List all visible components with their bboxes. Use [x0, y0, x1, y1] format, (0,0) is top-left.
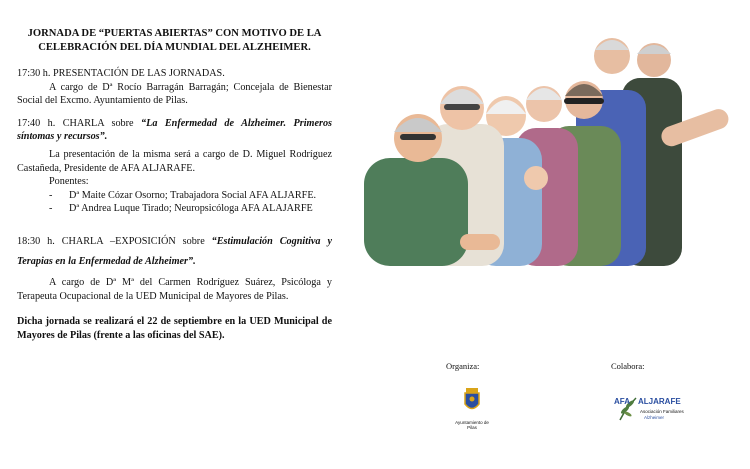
- speakers-list: [49, 189, 332, 216]
- section3-body: A cargo de Dª Mª del Carmen Rodríguez Suárez, Psicóloga y Terapeuta Ocupacional de la UED Municipal de Mayores de Pilas.: [17, 276, 332, 302]
- afa-subtitle-2: Alzheimer: [644, 415, 665, 420]
- section3-heading: [17, 232, 332, 272]
- page-title: JORNADA DE “PUERTAS ABIERTAS” CON MOTIVO DE LA CELEBRACIÓN DEL DÍA MUNDIAL DEL ALZHEIMER.: [27, 28, 322, 53]
- organiza-label: Organiza:: [446, 361, 480, 371]
- seniors-group-photo: [364, 38, 742, 266]
- colabora-label: Colabora:: [611, 361, 645, 371]
- ponentes-label: Ponentes:: [49, 176, 89, 188]
- aljarafe-text: ALJARAFE: [638, 397, 681, 406]
- section3-prefix: 18:30 h. CHARLA –EXPOSICIÓN sobre: [17, 235, 212, 247]
- speaker-item: - Dª Andrea Luque Tirado; Neuropsicóloga AFA ALAJARFE: [49, 203, 313, 215]
- section1-heading: 17:30 h. PRESENTACIÓN DE LAS JORNADAS.: [17, 68, 225, 79]
- section1-body: A cargo de Dª Rocío Barragán Barragán; Concejala de Bienestar Social del Excmo. Ayuntamiento de Pilas.: [17, 81, 332, 107]
- speaker-item: - Dª Maite Cózar Osorno; Trabajadora Social AFA ALJARFE.: [49, 189, 317, 201]
- section2-body: La presentación de la misma será a cargo de D. Miguel Rodríguez Castañeda, Presidente de AFA ALJARAFE.: [17, 148, 332, 174]
- crest-icon: [454, 388, 490, 414]
- section2-talk-title: “La Enfermedad de Alzheimer. Primeros síntomas y recursos”.: [17, 117, 332, 143]
- section2-heading: [17, 117, 332, 144]
- afa-subtitle-1: Asociación Familiares: [640, 409, 684, 414]
- crest-caption: Ayuntamiento de Pilas: [455, 420, 489, 430]
- afa-aljarafe-logo: [614, 394, 684, 426]
- section2-prefix: 17:40 h. CHARLA sobre: [17, 117, 142, 129]
- ayuntamiento-pilas-logo: [454, 388, 490, 430]
- afa-text: AFA: [614, 397, 630, 406]
- closing-note: Dicha jornada se realizará el 22 de septiembre en la UED Municipal de Mayores de Pilas (frente a las oficinas del SAE).: [17, 316, 332, 341]
- section3-talk-title: “Estimulación Cognitiva y Terapias en la Enfermedad de Alzheimer”.: [17, 235, 332, 267]
- speaker-text: Dª Andrea Luque Tirado; Neuropsicóloga AFA ALAJARFE: [69, 203, 313, 215]
- program-column: [17, 27, 332, 342]
- speaker-text: Dª Maite Cózar Osorno; Trabajadora Social AFA ALJARFE.: [69, 189, 317, 201]
